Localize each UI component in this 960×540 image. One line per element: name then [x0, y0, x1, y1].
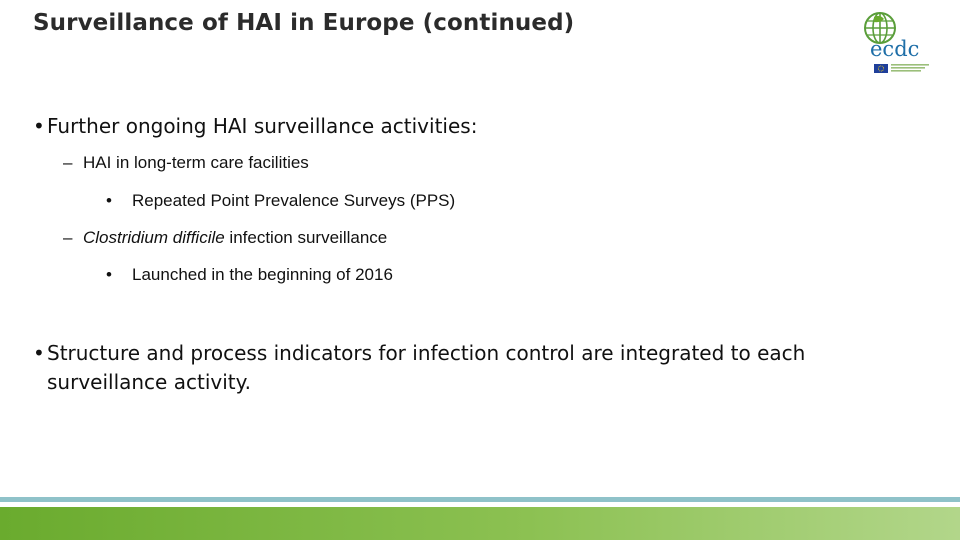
dash-marker: –	[63, 153, 73, 172]
bullet-marker: •	[33, 341, 45, 365]
sub-sub-bullet-text: Launched in the beginning of 2016	[132, 265, 393, 284]
sub-sub-bullet-text: Repeated Point Prevalence Surveys (PPS)	[132, 191, 456, 210]
slide-title: Surveillance of HAI in Europe (continued)	[33, 10, 575, 36]
sub-bullet-text: infection surveillance	[224, 228, 388, 247]
bullet-item	[33, 339, 863, 397]
sub-sub-bullet-item	[106, 190, 706, 212]
dash-marker: –	[63, 228, 73, 247]
sub-bullet-text: HAI in long-term care facilities	[83, 153, 309, 172]
sub-bullet-item	[63, 152, 763, 174]
footer-bar	[0, 507, 960, 540]
bullet-marker: •	[106, 265, 112, 284]
bullet-marker: •	[106, 191, 112, 210]
sub-bullet-item	[63, 227, 763, 249]
globe-icon	[856, 8, 936, 76]
bullet-text: Further ongoing HAI surveillance activities:	[47, 114, 478, 138]
bullet-marker: •	[33, 114, 45, 138]
logo-wordmark: ecdc	[870, 37, 920, 61]
footer-divider	[0, 497, 960, 502]
ecdc-logo	[856, 8, 936, 76]
sub-sub-bullet-item	[106, 264, 706, 286]
italic-organism-name: Clostridium difficile	[83, 228, 225, 247]
bullet-item	[33, 112, 863, 141]
bullet-text: Structure and process indicators for infection control are integrated to each surveillance activity.	[47, 341, 806, 394]
